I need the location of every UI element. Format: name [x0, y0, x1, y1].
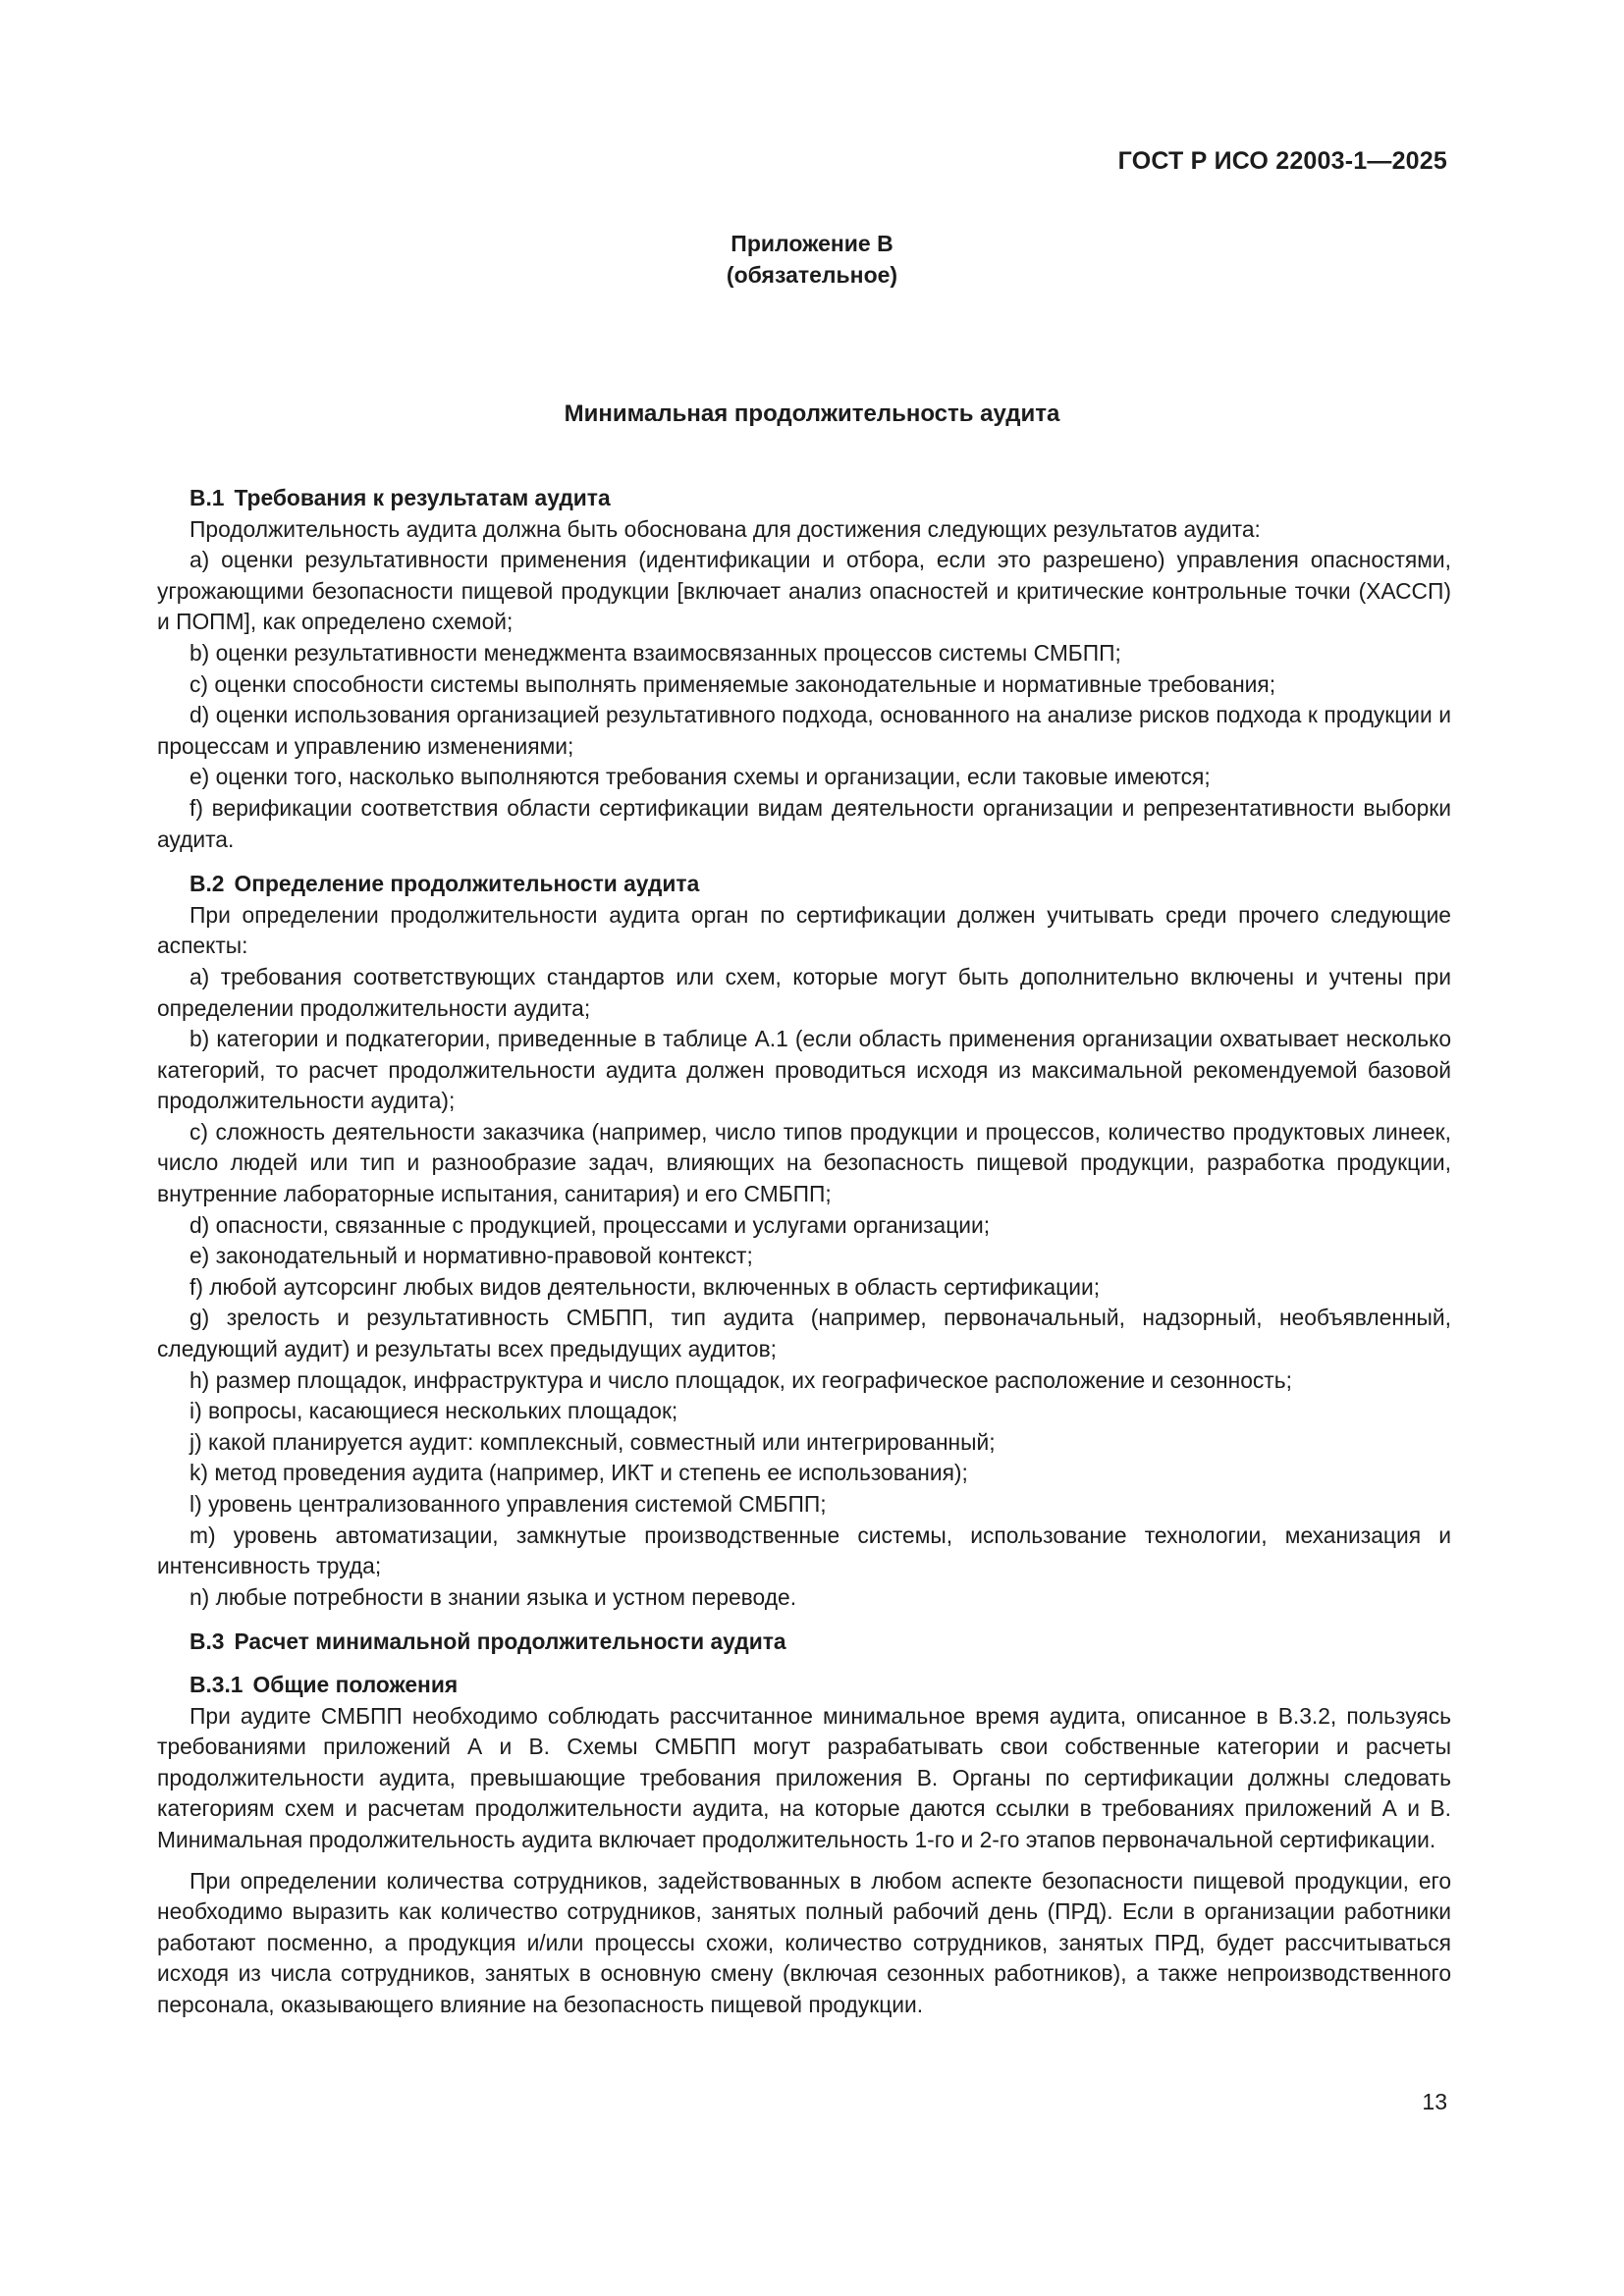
paragraph: При определении продолжительности аудита орган по сертификации должен учитывать среди прочего следующие аспекты: — [157, 901, 1451, 959]
section-heading-b3 — [157, 1627, 1451, 1658]
annex-heading — [0, 228, 1624, 291]
list-item: e) оценки того, насколько выполняются требования схемы и организации, если таковые имеются; — [189, 764, 1211, 790]
list-item: f) любой аутсорсинг любых видов деятельности, включенных в область сертификации; — [189, 1273, 1101, 1300]
list-item: d) оценки использования организацией результативного подхода, основанного на анализе рисков подхода к продукции и процессам и управлению изменениями; — [157, 702, 1451, 759]
section-number: В.3.1 — [189, 1671, 244, 1697]
section-title: Общие положения — [252, 1671, 459, 1697]
section-title: Расчет минимальной продолжительности аудита — [234, 1629, 786, 1655]
section-number: В.1 — [189, 485, 225, 510]
list-item: c) сложность деятельности заказчика (например, число типов продукции и процессов, количество продуктовых линеек, число людей или тип и разнообразие задач, влияющих на безопасность пищевой продукции, разработка продукции, внутренние лабораторные испытания, санитария) и его СМБПП; — [157, 1118, 1451, 1207]
list-item: b) категории и подкатегории, приведенные в таблице А.1 (если область применения организации охватывает несколько категорий, то расчет продолжительности аудита должен проводиться исходя из максимальной рекомендуемой базовой продолжительности аудита); — [157, 1026, 1451, 1114]
document-body — [157, 483, 1451, 2021]
list-item: e) законодательный и нормативно-правовой контекст; — [189, 1243, 753, 1269]
list-item: b) оценки результативности менеджмента взаимосвязанных процессов системы СМБПП; — [189, 639, 1121, 666]
paragraph: При аудите СМБПП необходимо соблюдать рассчитанное минимальное время аудита, описанное в В.3.2, пользуясь требованиями приложений А и В. Схемы СМБПП могут разрабатывать свои собственные категории и расчеты продолжительности аудита, превышающие требования приложения В. Органы по сертификации должны следовать категориям схем и расчетам продолжительности аудита, на которые даются ссылки в требованиях приложений А и В. Минимальная продолжительность аудита включает продолжительность 1-го и 2-го этапов первоначальной сертификации. — [157, 1702, 1451, 1852]
list-item: c) оценки способности системы выполнять применяемые законодательные и нормативные требования; — [189, 670, 1276, 697]
list-item: j) какой планируется аудит: комплексный, совместный или интегрированный; — [189, 1428, 996, 1455]
page-number: 13 — [1422, 2089, 1447, 2114]
list-item: a) оценки результативности применения (идентификации и отбора, если это разрешено) управления опасностями, угрожающими безопасности пищевой продукции [включает анализ опасностей и критические контрольные точки (ХАССП) и ПОПМ], как определено схемой; — [157, 547, 1451, 635]
document-code: ГОСТ Р ИСО 22003-1—2025 — [1117, 147, 1447, 175]
list-item: f) верификации соответствия области сертификации видам деятельности организации и репрезентативности выборки аудита. — [157, 794, 1451, 852]
paragraph: При определении количества сотрудников, задействованных в любом аспекте безопасности пищевой продукции, его необходимо выразить как количество сотрудников, занятых полный рабочий день (ПРД). Если в организации работники работают посменно, а продукция и/или процессы схожи, количество сотрудников, занятых ПРД, будет рассчитываться исходя из числа сотрудников, занятых в основную смену (включая сезонных работников), а также непроизводственного персонала, оказывающего влияние на безопасность пищевой продукции. — [157, 1867, 1451, 2017]
list-item: h) размер площадок, инфраструктура и число площадок, их географическое расположение и сезонность; — [189, 1366, 1292, 1393]
subsection-heading-b31 — [157, 1670, 1451, 1701]
list-item: g) зрелость и результативность СМБПП, тип аудита (например, первоначальный, надзорный, необъявленный, следующий аудит) и результаты всех предыдущих аудитов; — [157, 1305, 1451, 1362]
section-title: Определение продолжительности аудита — [234, 871, 700, 897]
section-title: Требования к результатам аудита — [234, 485, 611, 510]
paragraph: Продолжительность аудита должна быть обоснована для достижения следующих результатов аудита: — [189, 515, 1261, 542]
section-number: В.3 — [189, 1629, 225, 1655]
annex-status: (обязательное) — [726, 262, 898, 288]
list-item: i) вопросы, касающиеся нескольких площадок; — [189, 1398, 678, 1424]
list-item: l) уровень централизованного управления системой СМБПП; — [189, 1491, 827, 1517]
list-item: m) уровень автоматизации, замкнутые производственные системы, использование технологии, механизация и интенсивность труда; — [157, 1522, 1451, 1579]
section-number: В.2 — [189, 871, 225, 897]
list-item: d) опасности, связанные с продукцией, процессами и услугами организации; — [189, 1211, 991, 1238]
annex-title: Приложение В — [731, 231, 893, 256]
document-title: Минимальная продолжительность аудита — [564, 400, 1060, 427]
section-heading-b2 — [157, 869, 1451, 900]
list-item: k) метод проведения аудита (например, ИКТ и степень ее использования); — [189, 1460, 968, 1486]
list-item: n) любые потребности в знании языка и устном переводе. — [189, 1583, 797, 1610]
section-heading-b1 — [157, 483, 1451, 514]
list-item: a) требования соответствующих стандартов или схем, которые могут быть дополнительно включены и учтены при определении продолжительности аудита; — [157, 963, 1451, 1021]
